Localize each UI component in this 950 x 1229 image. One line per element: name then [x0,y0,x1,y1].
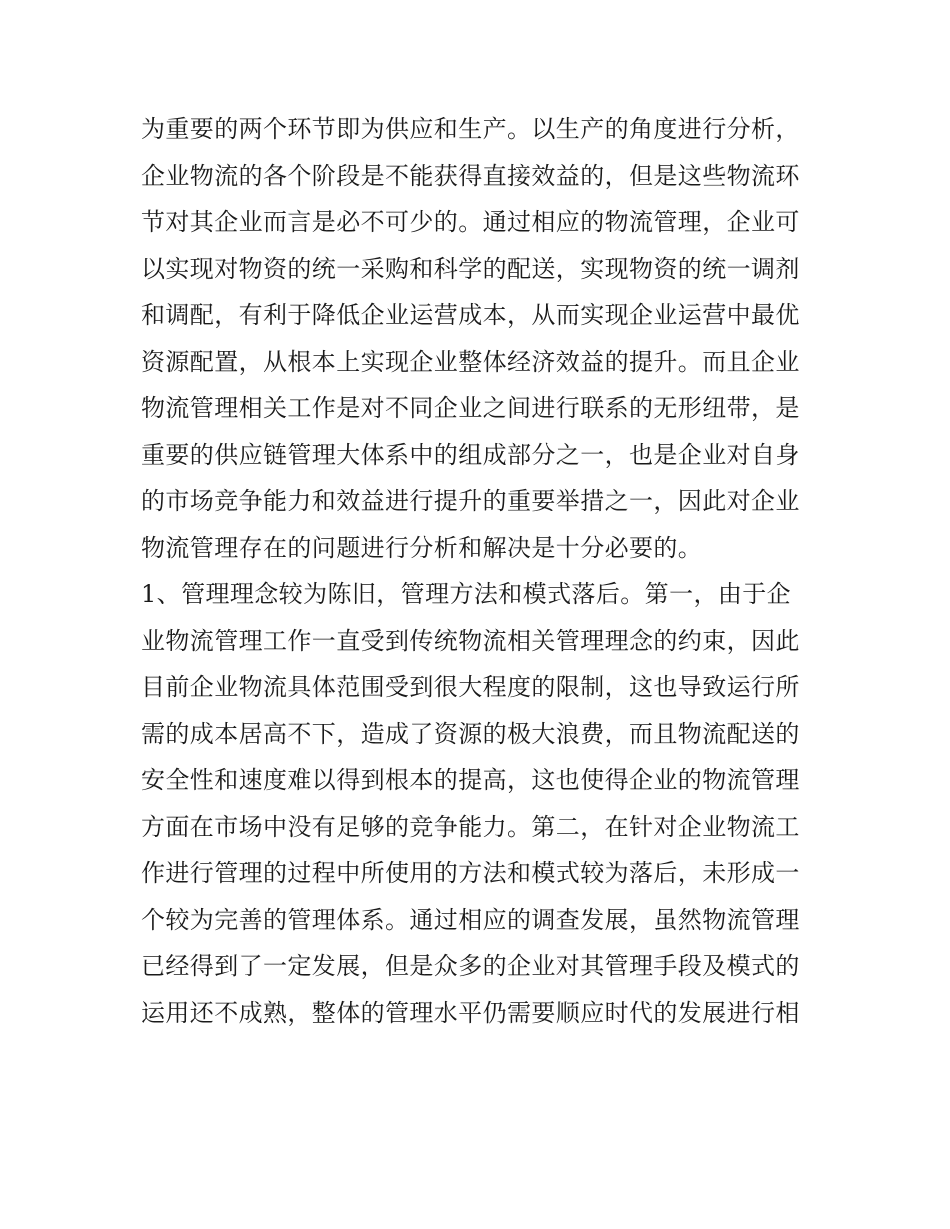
text-line: 物流管理相关工作是对不同企业之间进行联系的无形纽带，是 [141,394,800,422]
text-line: 重要的供应链管理大体系中的组成部分之一，也是企业对自身 [141,440,800,469]
text-line: 需的成本居高不下，造成了资源的极大浪费，而且物流配送的 [141,719,800,748]
text-line: 企业物流的各个阶段是不能获得直接效益的，但是这些物流环 [141,161,800,190]
list-item-text-line: 1、管理理念较为陈旧，管理方法和模式落后。第一，由于企 [141,580,792,608]
text-line: 的市场竞争能力和效益进行提升的重要举措之一，因此对企业 [141,487,800,515]
body-text [141,106,821,1036]
text-line: 资源配置，从根本上实现企业整体经济效益的提升。而且企业 [141,347,800,376]
text-line: 节对其企业而言是必不可少的。通过相应的物流管理，企业可 [141,208,800,236]
text-line: 已经得到了一定发展，但是众多的企业对其管理手段及模式的 [141,952,800,980]
text-line: 以实现对物资的统一采购和科学的配送，实现物资的统一调剂 [141,254,800,283]
text-line: 安全性和速度难以得到根本的提高，这也使得企业的物流管理 [141,766,800,794]
text-line: 业物流管理工作一直受到传统物流相关管理理念的约束，因此 [141,626,800,655]
text-line: 为重要的两个环节即为供应和生产。以生产的角度进行分析， [141,115,800,143]
text-line: 运用还不成熟，整体的管理水平仍需要顺应时代的发展进行相 [141,998,800,1027]
text-line: 个较为完善的管理体系。通过相应的调查发展，虽然物流管理 [141,905,800,934]
text-line: 和调配，有利于降低企业运营成本，从而实现企业运营中最优 [141,301,800,329]
text-line: 目前企业物流具体范围受到很大程度的限制，这也导致运行所 [141,673,800,701]
text-line: 物流管理存在的问题进行分析和解决是十分必要的。 [141,533,703,562]
text-line: 作进行管理的过程中所使用的方法和模式较为落后，未形成一 [141,859,800,887]
text-line: 方面在市场中没有足够的竞争能力。第二，在针对企业物流工 [141,812,800,841]
